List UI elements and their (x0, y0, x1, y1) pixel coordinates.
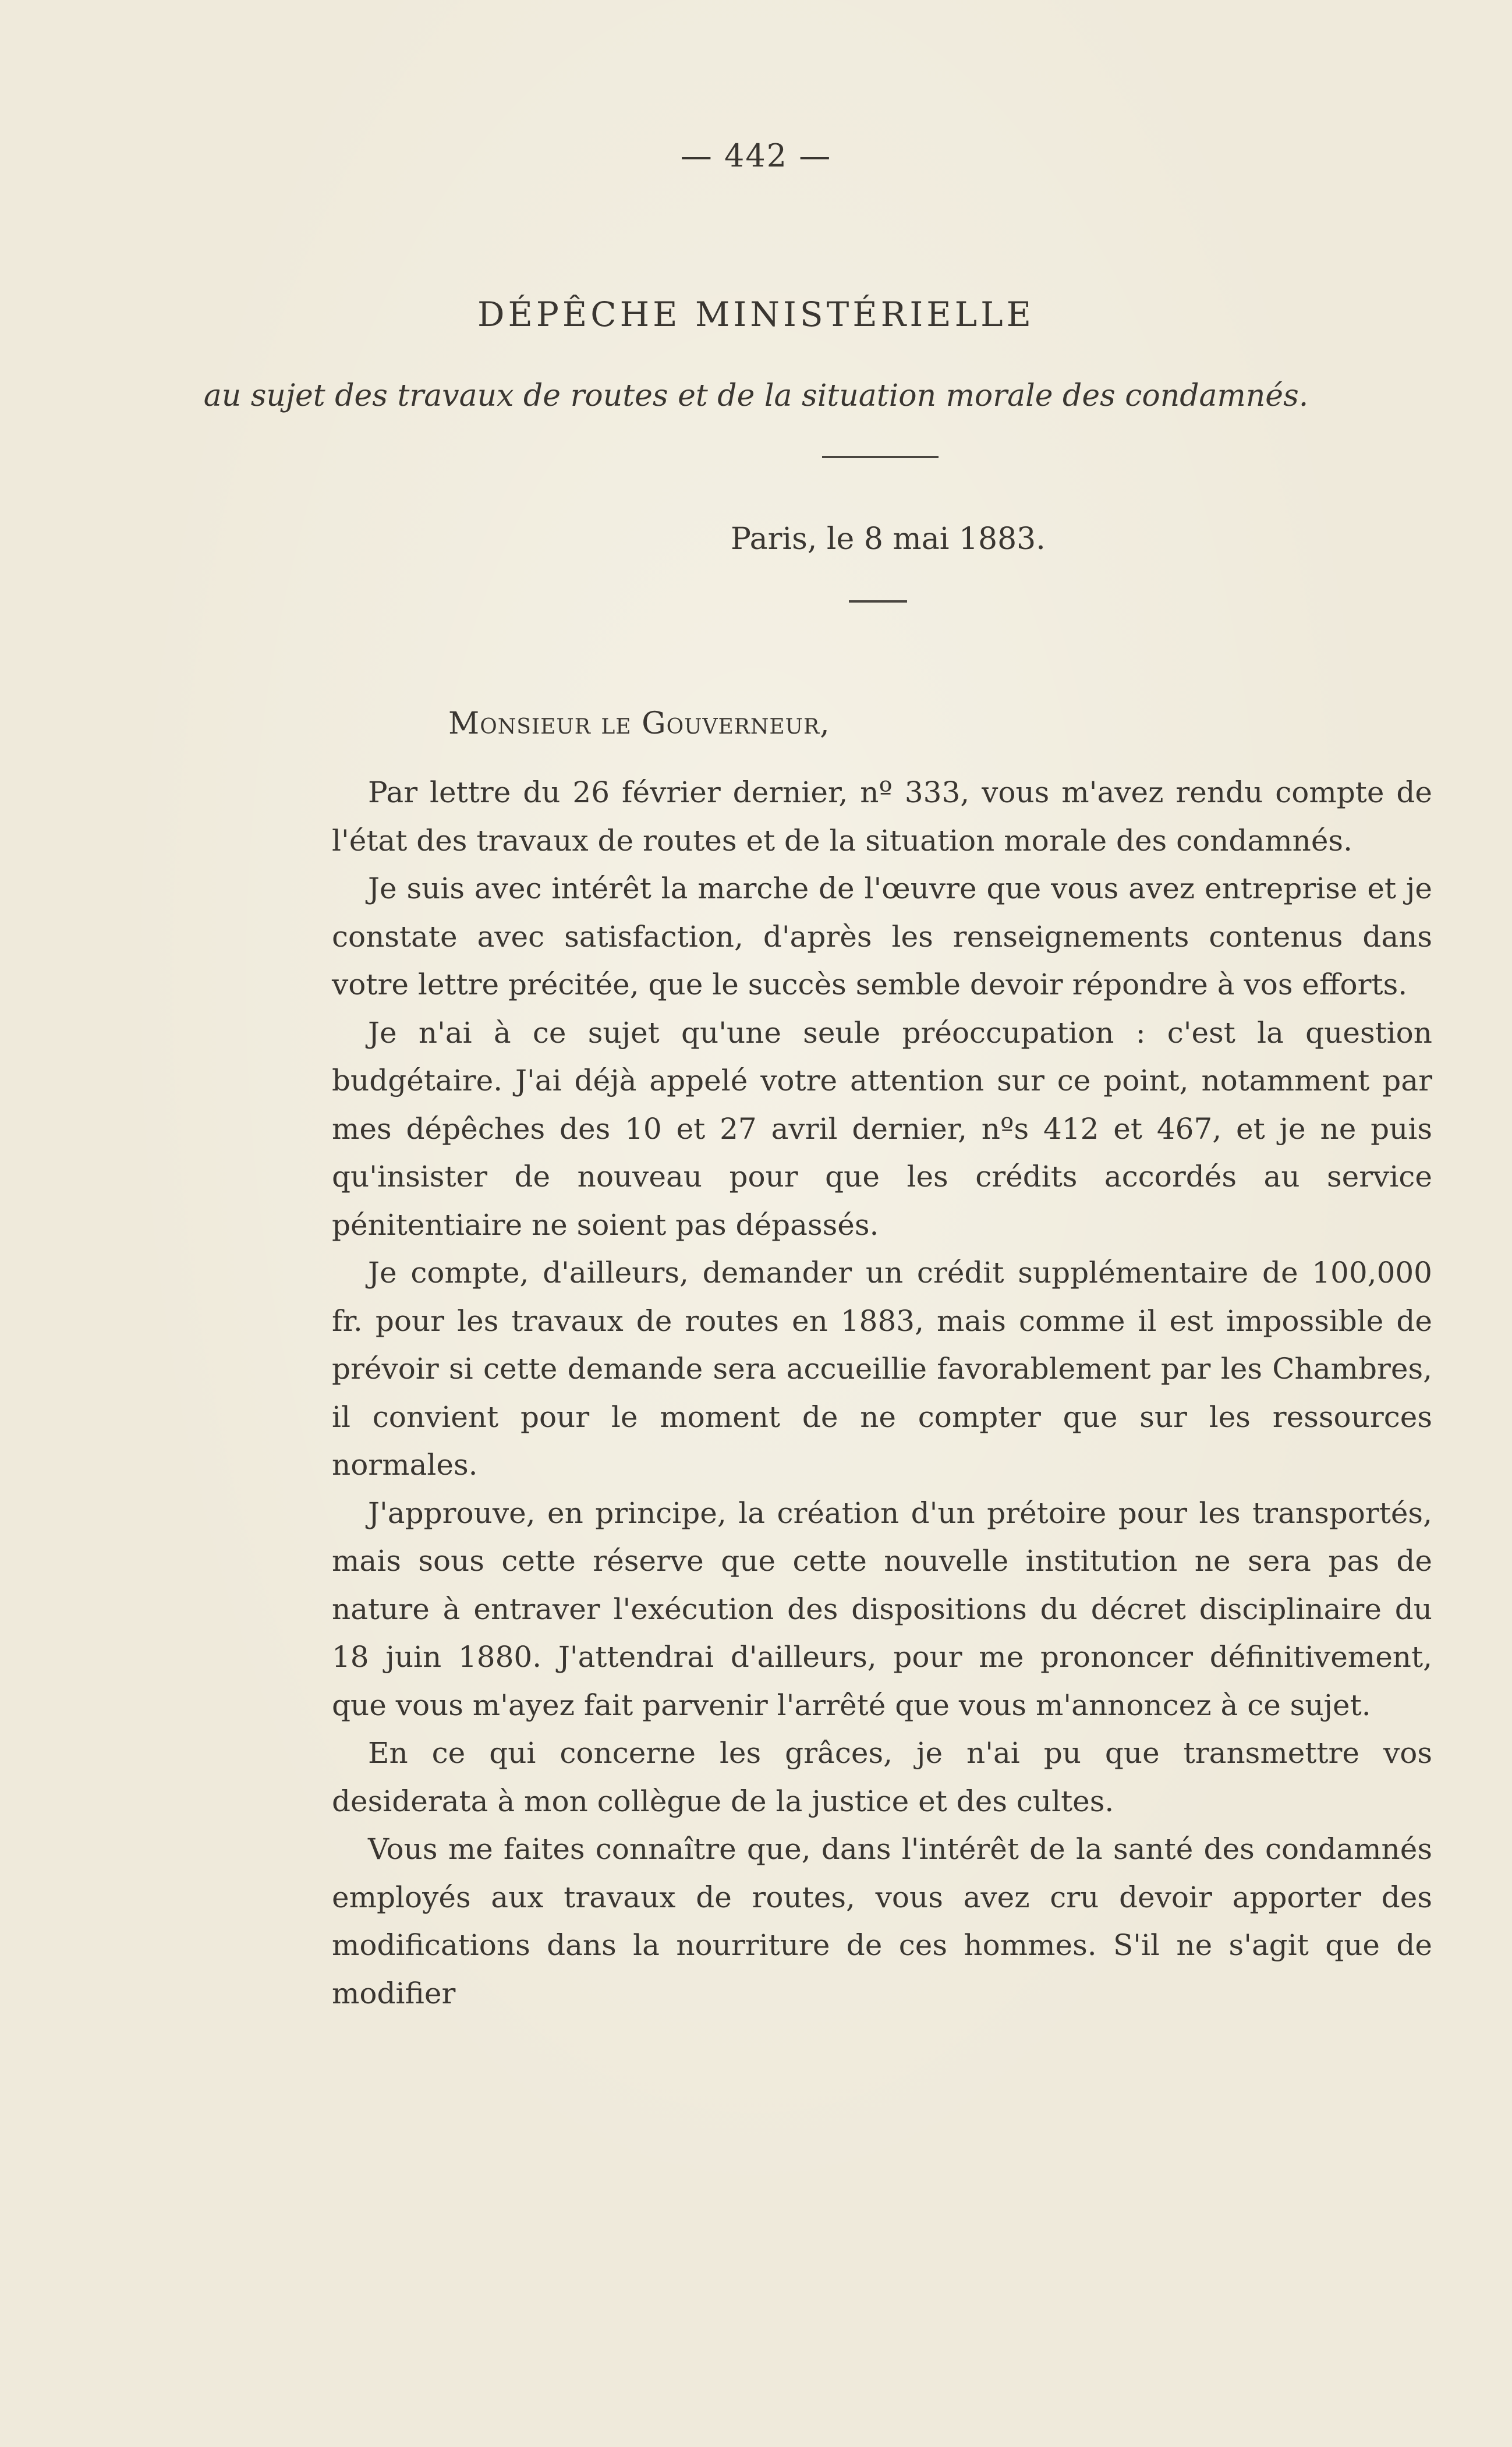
paragraph: En ce qui concerne les grâces, je n'ai pu que transmettre vos desiderata à mon collègue de la justice et des cultes. (332, 1736, 1432, 1818)
separator-rule (849, 600, 907, 603)
paragraph: J'approuve, en principe, la création d'un prétoire pour les transportés, mais sous cette réserve que cette nouvelle institution ne sera pas de nature à entraver l'exécution des dispositions du décret disciplinaire du 18 juin 1880. J'attendrai d'ailleurs, pour me prononcer définitivement, que vous m'ayez fait parvenir l'arrêté que vous m'annoncez à ce sujet. (332, 1496, 1432, 1722)
letter-body (332, 769, 1432, 2017)
paragraph: Je compte, d'ailleurs, demander un crédit supplémentaire de 100,000 fr. pour les travaux de routes en 1883, mais comme il est impossible de prévoir si cette demande sera accueillie favorablement par les Chambres, il convient pour le moment de ne compter que sur les ressources normales. (332, 1256, 1432, 1482)
paragraph: Par lettre du 26 février dernier, nº 333, vous m'avez rendu compte de l'état des travaux de routes et de la situation morale des condamnés. (332, 775, 1432, 858)
document-subtitle: au sujet des travaux de routes et de la situation morale des condamnés. (203, 378, 1309, 413)
page-number: — 442 — (680, 137, 832, 174)
paragraph: Je suis avec intérêt la marche de l'œuvre que vous avez entreprise et je constate avec satisfaction, d'après les renseignements contenus dans votre lettre précitée, que le succès semble devoir répondre à vos efforts. (332, 872, 1432, 1001)
separator-rule (822, 456, 939, 458)
salutation: Monsieur le Gouverneur, (448, 706, 830, 741)
paragraph: Vous me faites connaître que, dans l'intérêt de la santé des condamnés employés aux travaux de routes, vous avez cru devoir apporter des modifications dans la nourriture de ces hommes. S'il ne s'agit que de modifier (332, 1832, 1432, 2010)
document-title: DÉPÊCHE MINISTÉRIELLE (477, 295, 1035, 334)
paragraph: Je n'ai à ce sujet qu'une seule préoccupation : c'est la question budgétaire. J'ai déjà appelé votre attention sur ce point, notamment par mes dépêches des 10 et 27 avril dernier, nºs 412 et 467, et je ne puis qu'insister de nouveau pour que les crédits accordés au service pénitentiaire ne soient pas dépassés. (332, 1015, 1432, 1242)
dateline: Paris, le 8 mai 1883. (731, 522, 1046, 557)
